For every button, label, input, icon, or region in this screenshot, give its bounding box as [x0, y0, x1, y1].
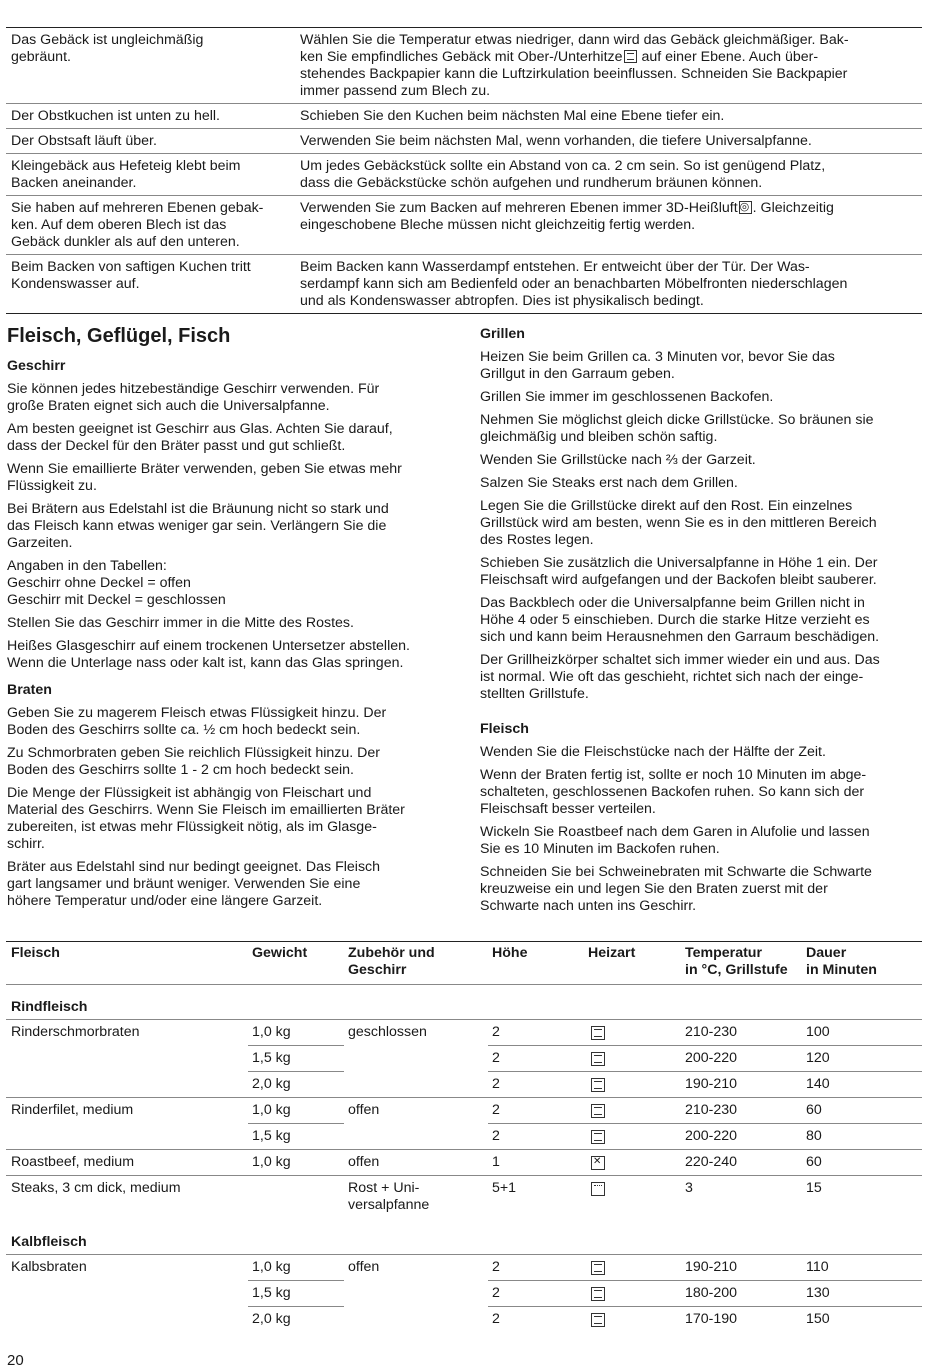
solution-text: Verwenden Sie zum Backen auf mehreren Ebenen immer 3D-Heißluft [300, 200, 738, 216]
paragraph: Wenn der Braten fertig ist, sollte er noch 10 Minuten im abge- schalteten, geschlossenen Backofen ruhen. So kann sich der Fleischsaft besser verteilen. [480, 767, 867, 817]
weight-cell: 1,5 kg [252, 1050, 291, 1066]
solution-text: Verwenden Sie beim nächsten Mal, wenn vorhanden, die tiefere Universalpfanne. [300, 133, 812, 149]
trouble-row [6, 128, 922, 153]
height-cell: 2 [492, 1259, 500, 1275]
paragraph: Die Menge der Flüssigkeit ist abhängig von Fleischart und Material des Geschirrs. Wenn Sie Fleisch im emaillierten Bräter zubereiten, ist etwas mehr Flüssigkeit nötig, als im Glasge- schirr. [7, 785, 405, 852]
ober-unterhitze-icon [591, 1287, 605, 1301]
section-name: Rindfleisch [11, 999, 88, 1015]
paragraph: Wenden Sie Grillstücke nach ⅔ der Garzeit. [480, 452, 756, 468]
grillen-heading: Grillen [480, 326, 525, 342]
ober-unterhitze-icon [591, 1078, 605, 1092]
height-cell: 2 [492, 1050, 500, 1066]
paragraph: Der Grillheizkörper schaltet sich immer wieder ein und aus. Das ist normal. Wie oft das geschieht, richtet sich nach der einge- stellten Grillstufe. [480, 652, 880, 702]
paragraph: Salzen Sie Steaks erst nach dem Grillen. [480, 475, 738, 491]
section-name: Kalbfleisch [11, 1234, 87, 1250]
problem-cell: Beim Backen von saftigen Kuchen tritt Kondenswasser auf. [11, 259, 251, 292]
header-zubehoer: Zubehör und Geschirr [348, 945, 435, 978]
height-cell: 2 [492, 1102, 500, 1118]
paragraph: Bei Brätern aus Edelstahl ist die Bräunung nicht so stark und das Fleisch kann etwas weniger gar sein. Verlängern Sie die Garzeiten. [7, 501, 389, 551]
temperature-cell: 190-210 [685, 1259, 738, 1275]
paragraph: Schieben Sie zusätzlich die Universalpfanne in Höhe 1 ein. Der Fleischsaft wird aufgefangen und der Backofen bleibt sauberer. [480, 555, 878, 588]
paragraph: Sie können jedes hitzebeständige Geschirr verwenden. Für große Braten eignet sich auch die Universalpfanne. [7, 381, 380, 414]
header-dauer: Dauer in Minuten [806, 945, 877, 978]
paragraph: Heizen Sie beim Grillen ca. 3 Minuten vor, bevor Sie das Grillgut in den Garraum geben. [480, 349, 835, 382]
table-section-header [6, 1220, 922, 1255]
temperature-cell: 190-210 [685, 1076, 738, 1092]
duration-cell: 60 [806, 1154, 822, 1170]
table-row [6, 1281, 922, 1307]
meat-table-header [6, 942, 922, 985]
ober-unterhitze-icon [624, 50, 637, 63]
temperature-cell: 220-240 [685, 1154, 738, 1170]
temperature-cell: 200-220 [685, 1050, 738, 1066]
right-column [480, 326, 925, 921]
solution-text: Um jedes Gebäckstück sollte ein Abstand von ca. 2 cm sein. So ist genügend Platz, dass die Gebäckstücke schön aufgehen und rundherum bräunen können. [300, 158, 826, 191]
paragraph: Wickeln Sie Roastbeef nach dem Garen in Alufolie und lassen Sie es 10 Minuten im Backofen ruhen. [480, 824, 870, 857]
weight-cell: 2,0 kg [252, 1076, 291, 1092]
weight-cell: 1,0 kg [252, 1102, 291, 1118]
troubleshooting-table [6, 27, 922, 314]
paragraph: Grillen Sie immer im geschlossenen Backofen. [480, 389, 774, 405]
braten-heading: Braten [7, 682, 52, 698]
height-cell: 2 [492, 1311, 500, 1327]
header-heizart: Heizart [588, 945, 636, 961]
problem-cell: Der Obstsaft läuft über. [11, 133, 157, 149]
table-row [6, 1150, 922, 1176]
temperature-cell: 210-230 [685, 1024, 738, 1040]
table-row [6, 1098, 922, 1124]
dish-name-cell: Steaks, 3 cm dick, medium [11, 1180, 181, 1196]
height-cell: 2 [492, 1076, 500, 1092]
grill-icon [591, 1182, 605, 1196]
page-number: 20 [7, 1352, 24, 1369]
paragraph: Angaben in den Tabellen: Geschirr ohne Deckel = offen Geschirr mit Deckel = geschlossen [7, 558, 226, 608]
dish-name-cell: Rinderfilet, medium [11, 1102, 134, 1118]
table-row [6, 1255, 922, 1281]
header-temperatur: Temperatur in °C, Grillstufe [685, 945, 788, 978]
trouble-row [6, 195, 922, 254]
duration-cell: 80 [806, 1128, 822, 1144]
table-row [6, 1176, 922, 1220]
paragraph: Nehmen Sie möglichst gleich dicke Grillstücke. So bräunen sie gleichmäßig und bleiben schön saftig. [480, 412, 874, 445]
paragraph: Wenn Sie emaillierte Bräter verwenden, geben Sie etwas mehr Flüssigkeit zu. [7, 461, 402, 494]
paragraph: Das Backblech oder die Universalpfanne beim Grillen nicht in Höhe 4 oder 5 einschieben. Durch die starke Hitze verzieht es sich und kann beim Herausnehmen den Garraum beschädigen. [480, 595, 880, 645]
height-cell: 5+1 [492, 1180, 517, 1196]
solution-cell [288, 104, 922, 128]
accessory-cell: offen [348, 1259, 380, 1275]
table-row [6, 1124, 922, 1150]
temperature-cell: 3 [685, 1180, 693, 1196]
paragraph: Stellen Sie das Geschirr immer in die Mitte des Rostes. [7, 615, 354, 631]
geschirr-heading: Geschirr [7, 358, 66, 374]
paragraph: Schneiden Sie bei Schweinebraten mit Schwarte die Schwarte kreuzweise ein und legen Sie den Braten zuerst mit der Schwarte nach unten ins Geschirr. [480, 864, 872, 914]
table-section-header [6, 985, 922, 1020]
solution-cell [288, 255, 922, 313]
trouble-row [6, 153, 922, 195]
height-cell: 2 [492, 1024, 500, 1040]
grillen-paragraphs [480, 349, 925, 703]
solution-text: Beim Backen kann Wasserdampf entstehen. Er entweicht über der Tür. Der Was- serdampf kann sich am Bedienfeld oder an benachbarten Möbelfronten niederschlagen und als Kondenswasser abtropfen. Dies ist physikalisch bedingt. [300, 259, 848, 309]
dish-name-cell: Rinderschmorbraten [11, 1024, 140, 1040]
height-cell: 1 [492, 1154, 500, 1170]
height-cell: 2 [492, 1285, 500, 1301]
table-row [6, 1020, 922, 1046]
3d-heissluft-icon [739, 201, 752, 214]
solution-text: Wählen Sie die Temperatur etwas niedriger, dann wird das Gebäck gleichmäßiger. Bak- ken Sie empfindliches Gebäck mit Ober-/Unterhitze [300, 32, 849, 65]
weight-cell: 2,0 kg [252, 1311, 291, 1327]
duration-cell: 110 [806, 1259, 829, 1275]
problem-cell: Kleingebäck aus Hefeteig klebt beim Backen aneinander. [11, 158, 241, 191]
solution-cell [288, 154, 922, 195]
fleisch-paragraphs [480, 744, 925, 915]
meat-table [6, 941, 922, 1333]
heissluft-icon [591, 1156, 605, 1170]
header-gewicht: Gewicht [252, 945, 308, 961]
dish-name-cell: Roastbeef, medium [11, 1154, 135, 1170]
problem-cell: Das Gebäck ist ungleichmäßig gebräunt. [11, 32, 204, 65]
accessory-cell: offen [348, 1102, 380, 1118]
accessory-cell: Rost + Uni- versalpfanne [348, 1180, 430, 1213]
weight-cell: 1,0 kg [252, 1024, 291, 1040]
height-cell: 2 [492, 1128, 500, 1144]
ober-unterhitze-icon [591, 1130, 605, 1144]
duration-cell: 150 [806, 1311, 830, 1327]
duration-cell: 60 [806, 1102, 822, 1118]
paragraph: Am besten geeignet ist Geschirr aus Glas. Achten Sie darauf, dass der Deckel für den Bräter passt und gut schließt. [7, 421, 393, 454]
table-row [6, 1307, 922, 1333]
trouble-row [6, 254, 922, 313]
paragraph: Legen Sie die Grillstücke direkt auf den Rost. Ein einzelnes Grillstück wird am besten, wenn Sie es in den mittleren Bereich des Rostes legen. [480, 498, 877, 548]
accessory-cell: geschlossen [348, 1024, 427, 1040]
duration-cell: 140 [806, 1076, 830, 1092]
paragraph: Heißes Glasgeschirr auf einem trockenen Untersetzer abstellen. Wenn die Unterlage nass oder kalt ist, kann das Glas springen. [7, 638, 410, 671]
solution-text-continued: auf einer Ebene. Auch über- stehendes Backpapier kann die Luftzirkulation beeinflussen. Schneiden Sie Backpapier immer passend zum Blech zu. [300, 49, 848, 99]
trouble-row [6, 28, 922, 103]
temperature-cell: 180-200 [685, 1285, 738, 1301]
duration-cell: 120 [806, 1050, 830, 1066]
header-hoehe: Höhe [492, 945, 528, 961]
left-column [7, 324, 452, 916]
problem-cell: Der Obstkuchen ist unten zu hell. [11, 108, 220, 124]
problem-cell: Sie haben auf mehreren Ebenen gebak- ken. Auf dem oberen Blech ist das Gebäck dunkler als auf den unteren. [11, 200, 264, 250]
ober-unterhitze-icon [591, 1261, 605, 1275]
ober-unterhitze-icon [591, 1313, 605, 1327]
weight-cell: 1,5 kg [252, 1128, 291, 1144]
ober-unterhitze-icon [591, 1052, 605, 1066]
paragraph: Geben Sie zu magerem Fleisch etwas Flüssigkeit hinzu. Der Boden des Geschirrs sollte ca. ½ cm hoch bedeckt sein. [7, 705, 387, 738]
solution-text: Schieben Sie den Kuchen beim nächsten Mal eine Ebene tiefer ein. [300, 108, 725, 124]
duration-cell: 15 [806, 1180, 822, 1196]
paragraph: Zu Schmorbraten geben Sie reichlich Flüssigkeit hinzu. Der Boden des Geschirrs sollte 1 - 2 cm hoch bedeckt sein. [7, 745, 380, 778]
ober-unterhitze-icon [591, 1026, 605, 1040]
geschirr-paragraphs [7, 381, 452, 672]
weight-cell: 1,0 kg [252, 1154, 291, 1170]
duration-cell: 100 [806, 1024, 830, 1040]
weight-cell: 1,0 kg [252, 1259, 291, 1275]
solution-cell [288, 196, 922, 254]
table-row [6, 1046, 922, 1072]
fleisch-heading: Fleisch [480, 721, 529, 737]
duration-cell: 130 [806, 1285, 830, 1301]
table-row [6, 1072, 922, 1098]
section-title: Fleisch, Geflügel, Fisch [7, 325, 231, 347]
temperature-cell: 210-230 [685, 1102, 738, 1118]
braten-paragraphs [7, 705, 452, 910]
paragraph: Bräter aus Edelstahl sind nur bedingt geeignet. Das Fleisch gart langsamer und bräunt weniger. Verwenden Sie eine höhere Temperatur und/oder eine längere Garzeit. [7, 859, 381, 909]
meat-table-body [6, 985, 922, 1333]
temperature-cell: 170-190 [685, 1311, 738, 1327]
dish-name-cell: Kalbsbraten [11, 1259, 87, 1275]
header-fleisch: Fleisch [11, 945, 60, 961]
weight-cell: 1,5 kg [252, 1285, 291, 1301]
solution-cell [288, 28, 922, 103]
paragraph: Wenden Sie die Fleischstücke nach der Hälfte der Zeit. [480, 744, 826, 760]
temperature-cell: 200-220 [685, 1128, 738, 1144]
trouble-row [6, 103, 922, 128]
ober-unterhitze-icon [591, 1104, 605, 1118]
accessory-cell: offen [348, 1154, 380, 1170]
solution-text-continued: . Gleichzeitig eingeschobene Bleche müssen nicht gleichzeitig fertig werden. [300, 200, 834, 233]
solution-cell [288, 129, 922, 153]
